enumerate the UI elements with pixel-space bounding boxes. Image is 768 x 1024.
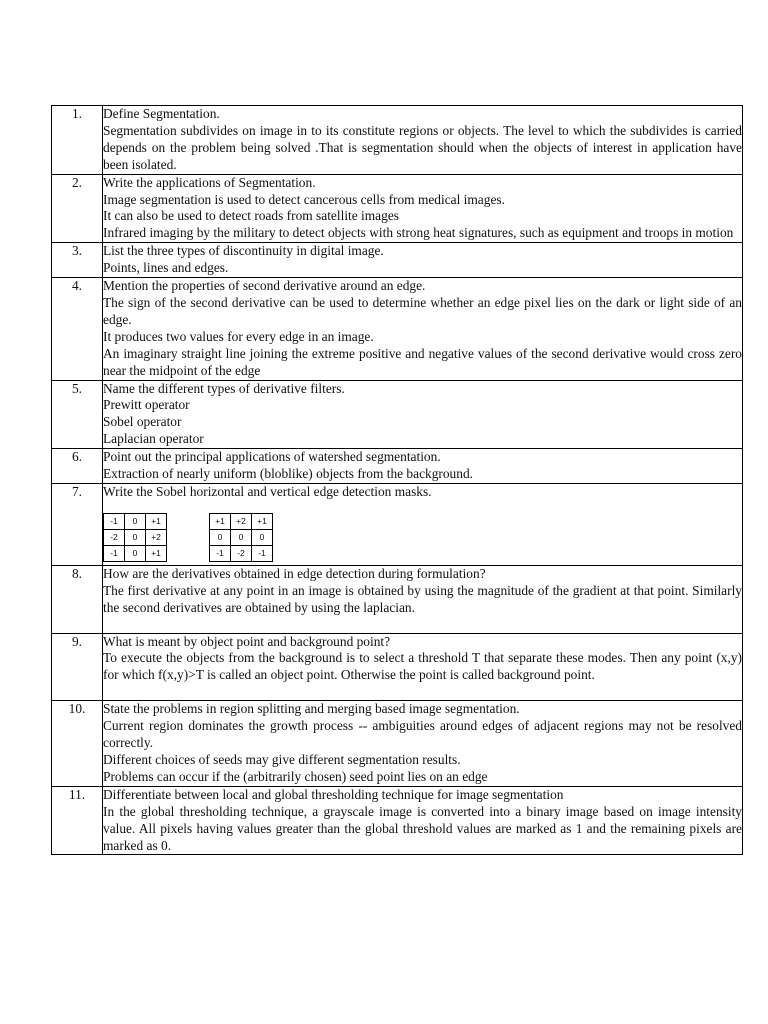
- sobel-masks: [103, 513, 742, 562]
- mask-cell: 0: [231, 529, 252, 545]
- answer-text: Sobel operator: [103, 414, 182, 430]
- qa-row-8: [52, 565, 743, 633]
- qa-sheet: [51, 105, 743, 855]
- qa-row-11: [52, 786, 743, 855]
- mask-cell: 0: [210, 529, 231, 545]
- answer-text: In the global thresholding technique, a grayscale image is converted into a binary image based on image intensity value. All pixels having values greater than the global threshold values are marked as 1 and the remaining pixels are marked as 0.: [103, 803, 742, 853]
- answer-text: Different choices of seeds may give different segmentation results.: [103, 752, 461, 767]
- question-number: 10.: [52, 701, 103, 787]
- question-text: List the three types of discontinuity in digital image.: [103, 243, 384, 259]
- mask-cell: -2: [231, 545, 252, 561]
- question-text: State the problems in region splitting and merging based image segmentation.: [103, 701, 520, 717]
- question-number: 7.: [52, 483, 103, 565]
- mask-cell: 0: [125, 529, 146, 545]
- answer-text: The sign of the second derivative can be used to determine whether an edge pixel lies on the dark or light side of an edge.: [103, 294, 742, 327]
- question-number: 3.: [52, 243, 103, 278]
- mask-cell: 0: [252, 529, 273, 545]
- answer-text: Image segmentation is used to detect cancerous cells from medical images.: [103, 191, 505, 207]
- mask-cell: 0: [125, 545, 146, 561]
- mask-cell: +1: [210, 513, 231, 529]
- question-number: 11.: [52, 786, 103, 855]
- sobel-horizontal-mask: [103, 513, 167, 562]
- question-number: 6.: [52, 449, 103, 484]
- question-number: 8.: [52, 565, 103, 633]
- question-text: Write the Sobel horizontal and vertical edge detection masks.: [103, 483, 432, 499]
- qa-row-4: [52, 278, 743, 380]
- qa-row-6: [52, 449, 743, 484]
- question-number: 2.: [52, 174, 103, 243]
- mask-cell: +1: [146, 545, 167, 561]
- question-number: 4.: [52, 278, 103, 380]
- question-text: Write the applications of Segmentation.: [103, 174, 316, 190]
- question-text: Define Segmentation.: [103, 106, 220, 121]
- qa-row-3: [52, 243, 743, 278]
- mask-cell: -1: [104, 545, 125, 561]
- answer-text: To execute the objects from the background is to select a threshold T that separate these modes. Then any point (x,y) for which f(x,y)>T is called an object point. Otherwise the point is called background point.: [103, 650, 742, 683]
- answer-text: Infrared imaging by the military to detect objects with strong heat signatures, such as equipment and troops in motion: [103, 225, 734, 241]
- qa-table: [51, 105, 743, 855]
- question-text: Differentiate between local and global thresholding technique for image segmentation: [103, 786, 564, 802]
- qa-row-9: [52, 633, 743, 701]
- mask-cell: +2: [146, 529, 167, 545]
- mask-cell: +2: [231, 513, 252, 529]
- mask-cell: 0: [125, 513, 146, 529]
- question-text: Mention the properties of second derivative around an edge.: [103, 278, 426, 294]
- mask-cell: -1: [210, 545, 231, 561]
- answer-text: Segmentation subdivides on image in to its constitute regions or objects. The level to which the subdivides is carried depends on the problem being solved .That is segmentation should when the objects of interest in application have been isolated.: [103, 122, 742, 172]
- qa-row-7: [52, 483, 743, 565]
- answer-text: An imaginary straight line joining the extreme positive and negative values of the second derivative would cross zero near the midpoint of the edge: [103, 345, 742, 378]
- mask-cell: -2: [104, 529, 125, 545]
- qa-row-1: [52, 106, 743, 175]
- mask-cell: -1: [104, 513, 125, 529]
- qa-row-2: [52, 174, 743, 243]
- question-text: Point out the principal applications of watershed segmentation.: [103, 449, 441, 465]
- answer-text: Extraction of nearly uniform (bloblike) objects from the background.: [103, 466, 473, 482]
- sobel-vertical-mask: [209, 513, 273, 562]
- qa-row-5: [52, 380, 743, 449]
- question-text: How are the derivatives obtained in edge detection during formulation?: [103, 565, 486, 581]
- answer-text: Problems can occur if the (arbitrarily chosen) seed point lies on an edge: [103, 768, 488, 784]
- question-text: What is meant by object point and background point?: [103, 633, 391, 649]
- answer-text: Current region dominates the growth process -- ambiguities around edges of adjacent regions may not be resolved correctly.: [103, 718, 742, 751]
- answer-text: Prewitt operator: [103, 397, 190, 413]
- question-number: 1.: [52, 106, 103, 175]
- question-number: 9.: [52, 633, 103, 701]
- mask-cell: +1: [252, 513, 273, 529]
- mask-cell: +1: [146, 513, 167, 529]
- mask-cell: -1: [252, 545, 273, 561]
- answer-text: Points, lines and edges.: [103, 260, 229, 276]
- answer-text: The first derivative at any point in an image is obtained by using the magnitude of the gradient at that point. Similarly the second derivatives are obtained by using the laplacian.: [103, 582, 742, 615]
- answer-text: Laplacian operator: [103, 431, 204, 447]
- answer-text: It produces two values for every edge in an image.: [103, 328, 374, 344]
- qa-row-10: [52, 701, 743, 787]
- question-text: Name the different types of derivative filters.: [103, 380, 345, 396]
- question-number: 5.: [52, 380, 103, 449]
- answer-text: It can also be used to detect roads from satellite images: [103, 208, 399, 224]
